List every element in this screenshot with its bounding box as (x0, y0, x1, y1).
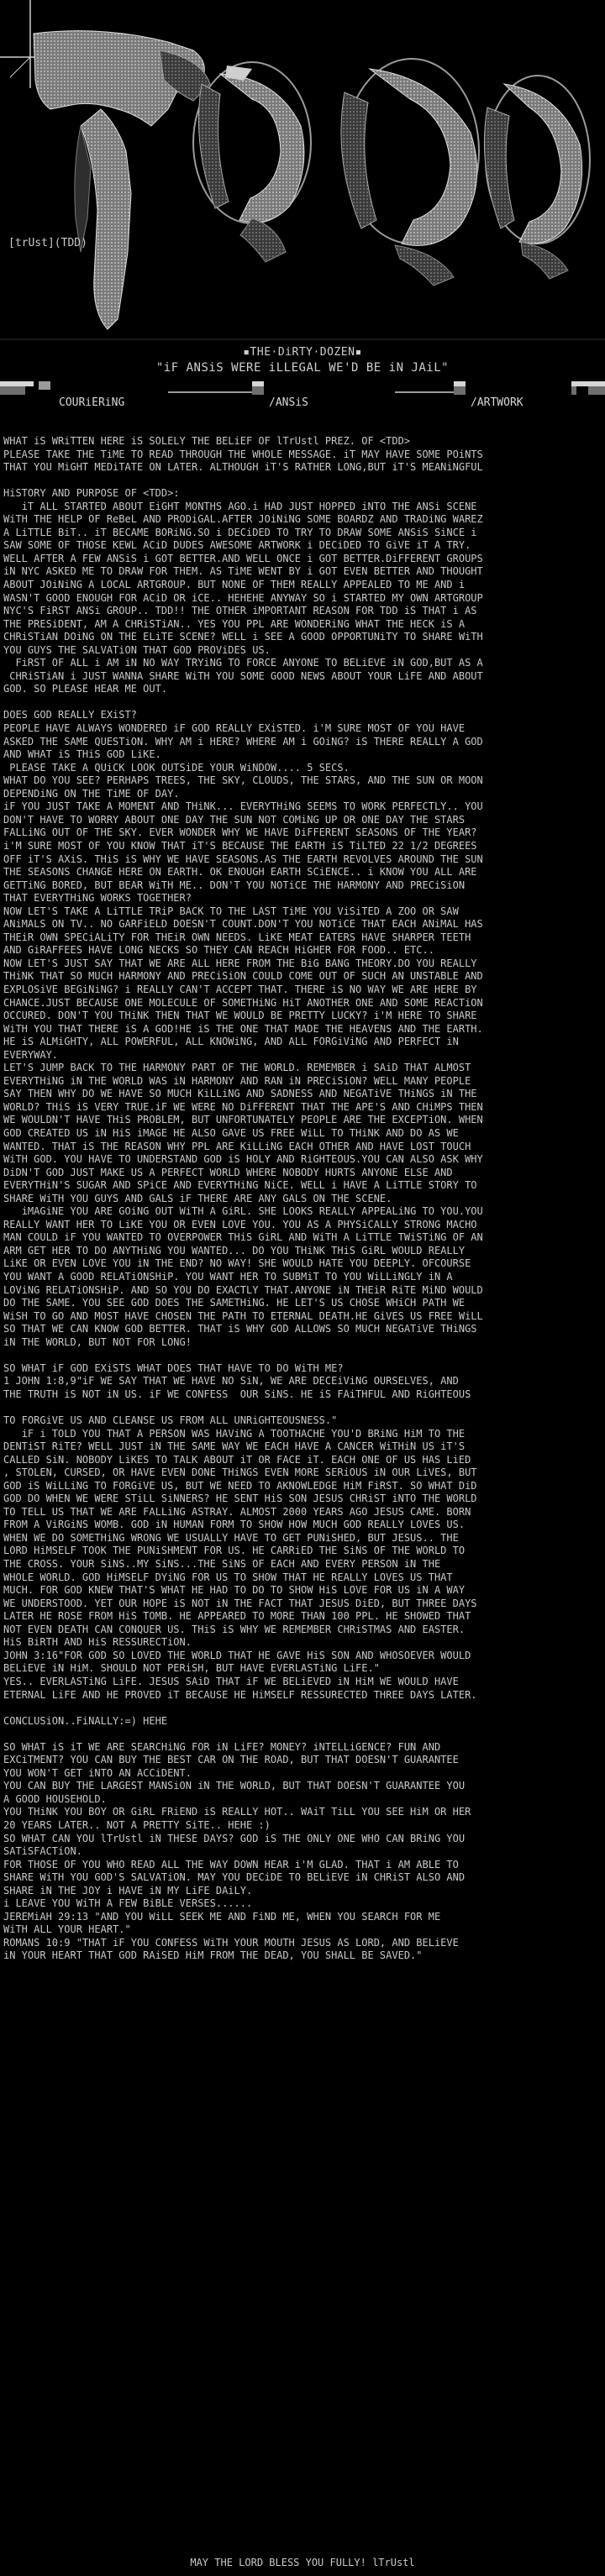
body-line: WORLD? THiS iS VERY TRUE.iF WE WERE NO DiFFERENT THAT THE APE'S AND CHiMPS THEN (3, 1100, 483, 1113)
body-line: THE TRUTH iS NOT iN US. iF WE CONFESS OUR SiNS. HE iS FAiTHFUL AND RiGHTEOUS (3, 1388, 471, 1400)
body-line: OFF iT'S AXiS. THiS iS WHY WE HAVE SEASONS.AS THE EARTH REVOLVES AROUND THE SUN (3, 853, 483, 865)
body-line: EXPLOSiVE BEGiNiNG? i REALLY CAN'T ACCEPT THAT. THERE iS NO WAY WE ARE HERE BY (3, 983, 477, 995)
body-line: HiSTORY AND PURPOSE OF <TDD>: (3, 487, 180, 500)
body-line: DOES GOD REALLY EXiST? (3, 709, 137, 721)
body-line: LOViNG RELATiONSHiP. AND SO YOU DO EXACTLY THAT.ANYONE iN THEiR RiTE MiND WOULD (3, 1283, 483, 1296)
body-line: A LiTTLE BiT.. iT BECAME BORiNG.SO i DECiDED TO TRY TO DRAW SOME ANSiS SiNCE i (3, 526, 477, 538)
body-line: LATER HE ROSE FROM HiS TOMB. HE APPEARED TO MORE THAN 100 PPL. HE SHOWED THAT (3, 1610, 471, 1623)
body-line: DENTiST RiTE? WELL JUST iN THE SAME WAY WE EACH HAVE A CANCER WiTHiN US iT'S (3, 1440, 466, 1453)
body-line: LiKE OR EVEN LOVE YOU iN THE END? NO WAY! SHE WOULD HATE YOU DEEPLY. OFCOURSE (3, 1257, 471, 1270)
body-line: GETTiNG BORED, BUT BEAR WiTH ME.. DON'T YOU NOTiCE THE HARMONY AND PRECiSiON (3, 879, 466, 891)
body-line: WE WOULDN'T HAVE THiS PROBLEM, BUT UNFORTUNATELY PEOPLE ARE THE EXCEPTiON. WHEN (3, 1114, 483, 1126)
body-line: ETERNAL LiFE AND HE PROVED iT BECAUSE HE HiMSELF RESSURECTED THREE DAYS LATER. (3, 1688, 477, 1701)
body-line: i'M SURE MOST OF YOU KNOW THAT iT'S BECAUSE THE EARTH iS TiLTED 22 1/2 DEGREES (3, 839, 477, 852)
body-line: YOU WANT A GOOD RELATiONSHiP. YOU WANT HER TO SUBMiT TO YOU WiLLiNGLY iN A (3, 1271, 453, 1283)
body-line: FiRST OF ALL i AM iN NO WAY TRYiNG TO FORCE ANYONE TO BELiEVE iN GOD,BUT AS A (3, 657, 483, 669)
group-name-title: ▪THE·DiRTY·DOZEN▪ (243, 346, 362, 359)
nav-item-ansis: /ANSiS (269, 396, 308, 409)
body-line: EXCiTMENT? YOU CAN BUY THE BEST CAR ON THE ROAD, BUT THAT DOESN'T GUARANTEE (3, 1754, 459, 1766)
body-line: YES.. EVERLASTiNG LiFE. JESUS SAiD THAT iF WE BELiEVED iN HiM WE WOULD HAVE (3, 1675, 459, 1687)
body-line: FOR THOSE OF YOU WHO READ ALL THE WAY DOWN HEAR i'M GLAD. THAT i AM ABLE TO (3, 1858, 459, 1870)
body-line: i LEAVE YOU WiTH A FEW BiBLE VERSES...... (3, 1897, 253, 1910)
body-line: PEOPLE HAVE ALWAYS WONDERED iF GOD REALLY EXiSTED. i'M SURE MOST OF YOU HAVE (3, 722, 466, 735)
body-line: iN NYC ASKED ME TO DRAW FOR THEM. AS TiME WENT BY i GOT EVEN BETTER AND THOUGHT (3, 565, 483, 578)
body-line: EVERYTHiN'S SUGAR AND SPiCE AND EVERYTHiNG NiCE. WELL i HAVE A LiTTLE STORY TO (3, 1179, 477, 1192)
body-line: MAN COULD iF YOU WANTED TO OVERPOWER THiS GiRL AND WiTH A LiTTLE TWiSTiNG OF AN (3, 1231, 483, 1244)
body-line: 1 JOHN 1:8,9"iF WE SAY THAT WE HAVE NO SiN, WE ARE DECEiViNG OURSELVES, AND (3, 1375, 459, 1388)
nav-item-couriering: COURiERiNG (59, 396, 125, 409)
logo-letter-t (34, 31, 210, 329)
logo-letter-d2 (341, 59, 479, 286)
body-line: SO WHAT CAN YOU lTrUstl iN THESE DAYS? GOD iS THE ONLY ONE WHO CAN BRiNG YOU (3, 1832, 466, 1844)
body-line: GOD iS WiLLiNG TO FORGiVE US, BUT WE NEED TO AKNOWLEDGE HiM FiRST. SO WHAT DiD (3, 1479, 477, 1492)
body-line: FROM A ViRGiNS WOMB. GOD iN HUMAN FORM TO SHOW HOW MUCH GOD REALLY LOVES US. (3, 1519, 466, 1531)
body-line: MUCH. FOR GOD KNEW THAT'S WHAT HE HAD TO DO TO SHOW HiS LOVE FOR US iN A WAY (3, 1584, 466, 1597)
body-line: YOU GUYS THE SALVATiON THAT GOD PROViDES US. (3, 643, 271, 656)
body-line: WiTH THE HELP OF ReBeL AND PRODiGAL.AFTER JOiNiNG SOME BOARDZ AND TRADiNG WAREZ (3, 513, 483, 526)
body-line: WHOLE WORLD. GOD HiMSELF DYiNG FOR US TO SHOW THAT HE REALLY LOVES US THAT (3, 1571, 453, 1583)
body-line: SO WHAT iF GOD EXiSTS WHAT DOES THAT HAVE TO DO WiTH ME? (3, 1361, 344, 1374)
body-line: JEREMiAH 29:13 "AND YOU WiLL SEEK ME AND FiND ME, WHEN YOU SEARCH FOR ME (3, 1910, 441, 1923)
body-line: OCCURED. DON'T YOU THiNK THEN THAT WE WOULD BE PRETTY LUCKY? i'M HERE TO SHARE (3, 1010, 477, 1022)
body-line: THE SEASONS CHANGE HERE ON EARTH. OK ENOUGH EARTH SCiENCE.. i KNOW YOU ALL ARE (3, 866, 477, 879)
body-line: LET'S JUMP BACK TO THE HARMONY PART OF THE WORLD. REMEMBER i SAiD THAT ALMOST (3, 1062, 471, 1074)
body-line: THAT YOU MiGHT MEDiTATE ON LATER. ALTHOUGH iT'S RATHER LONG,BUT iT'S MEANiNGFUL (3, 461, 483, 474)
category-nav (0, 380, 605, 422)
body-line: PLEASE TAKE A QUiCK LOOK OUTSiDE YOUR WiNDOW.... 5 SECS. (3, 761, 350, 774)
nav-item-artwork: /ARTWORK (471, 396, 523, 409)
body-line: NYC'S FiRST ANSi GROUP.. TDD!! THE OTHER iMPORTANT REASON FOR TDD iS THAT i AS (3, 605, 477, 617)
body-line: THE PRESiDENT, AM A CHRiSTiAN.. YES YOU PPL ARE WONDERiNG WHAT THE HECK iS A (3, 617, 466, 630)
group-motto: "iF ANSiS WERE iLLEGAL WE'D BE iN JAiL" (155, 361, 450, 375)
body-line: WE UNDERSTOOD. YET OUR HOPE iS NOT iN THE FACT THAT JESUS DiED, BUT THREE DAYS (3, 1597, 477, 1609)
body-line: WHAT DO YOU SEE? PERHAPS TREES, THE SKY, CLOUDS, THE STARS, AND THE SUN OR MOON (3, 774, 483, 787)
body-line: YOU CAN BUY THE LARGEST MANSiON iN THE WORLD, BUT THAT DOESN'T GUARANTEE YOU (3, 1780, 466, 1792)
ansi-header (0, 0, 605, 395)
body-line: WASN'T GOOD ENOUGH FOR ACiD OR iCE.. HEHEHE ANYWAY SO i STARTED MY OWN ARTGROUP (3, 591, 483, 604)
body-line: iN YOUR HEART THAT GOD RAiSED HiM FROM THE DEAD, YOU SHALL BE SAVED." (3, 1949, 423, 1962)
body-line: iN THE WORLD, BUT NOT FOR LONG! (3, 1335, 192, 1348)
body-line: REALLY WANT HER TO LiKE YOU OR EVEN LOVE YOU. YOU AS A PHYSiCALLY STRONG MACHO (3, 1218, 477, 1230)
body-line: THE CROSS. YOUR SiNS..MY SiNS...THE SiNS OF EACH AND EVERY PERSON iN THE (3, 1558, 441, 1571)
body-line: CHRiSTiAN i JUST WANNA SHARE WiTH YOU SOME GOOD NEWS ABOUT YOUR LiFE AND ABOUT (3, 669, 483, 682)
body-line: SATiSFACTiON. (3, 1845, 82, 1858)
body-line: THiNK THAT SO MUCH HARMONY AND PRECiSiON COULD COME OUT OF SUCH AN UNSTABLE AND (3, 970, 483, 983)
body-line: HiS BiRTH AND HiS RESSURECTiON. (3, 1636, 192, 1649)
body-line: WiTH GOD. YOU HAVE TO UNDERSTAND GOD iS HOLY AND RiGHTEOUS.YOU CAN ALSO ASK WHY (3, 1153, 483, 1166)
body-line: ASKED THE SAME QUESTiON. WHY AM i HERE? WHERE AM i GOiNG? iS THERE REALLY A GOD (3, 735, 483, 748)
body-line: ROMANS 10:9 "THAT iF YOU CONFESS WiTH YOUR MOUTH JESUS AS LORD, AND BELiEVE (3, 1936, 459, 1949)
body-line: NOW LET'S TAKE A LiTTLE TRiP BACK TO THE LAST TiME YOU ViSiTED A ZOO OR SAW (3, 905, 459, 917)
body-line: PLEASE TAKE THE TiME TO READ THROUGH THE WHOLE MESSAGE. iT MAY HAVE SOME POiNTS (3, 448, 483, 460)
body-line: WHAT iS WRiTTEN HERE iS SOLELY THE BELiEF OF lTrUstl PREZ. OF <TDD> (3, 435, 411, 447)
tdd-logo (0, 0, 605, 395)
body-line: , STOLEN, CURSED, OR HAVE EVEN DONE THiNGS EVEN MORE SERiOUS iN OUR LiVES, BUT (3, 1466, 477, 1479)
body-line: GOD DO WHEN WE WERE STiLL SiNNERS? HE SENT HiS SON JESUS CHRiST iNTO THE WORLD (3, 1493, 477, 1505)
body-line: iF YOU JUST TAKE A MOMENT AND THiNK... EVERYTHiNG SEEMS TO WORK PERFECTLY.. YOU (3, 800, 483, 813)
body-line: HE iS ALMiGHTY, ALL POWERFUL, ALL KNOWiNG, AND ALL FORGiViNG AND PERFECT iN (3, 1036, 459, 1048)
body-line: SO THAT WE CAN KNOW GOD BETTER. THAT iS WHY GOD ALLOWS SO MUCH NEGATiVE THiNGS (3, 1323, 477, 1335)
body-line: iMAGiNE YOU ARE GOiNG OUT WiTH A GiRL. SHE LOOKS REALLY APPEALiNG TO YOU.YOU (3, 1205, 483, 1218)
body-line: EVERYWAY. (3, 1048, 59, 1061)
body-line: A GOOD HOUSEHOLD. (3, 1792, 107, 1805)
body-line: YOU WON'T GET iNTO AN ACCiDENT. (3, 1766, 192, 1779)
body-line: AND GiRAFFEES HAVE LONG NECKS SO THEY CAN REACH HiGHER FOR FOOD.. ETC.. (3, 944, 434, 957)
body-line: 20 YEARS LATER.. NOT A PRETTY SiTE.. HEHE :) (3, 1818, 271, 1831)
body-line: CONCLUSiON..FiNALLY:=) HEHE (3, 1714, 168, 1727)
body-line: WiTH YOU THAT THERE iS A GOD!HE iS THE ONE THAT MADE THE HEAVENS AND THE EARTH. (3, 1022, 483, 1035)
body-line: ABOUT JOiNiNG A LOCAL ARTGROUP. BUT NONE OF THEM REALLY APPEALED TO ME AND i (3, 579, 466, 591)
body-line: WiTH ALL YOUR HEART." (3, 1923, 131, 1936)
body-line: SAW SOME OF THOSE KEWL ACiD DUDES AWESOME ARTWORK i DECiDED TO GiVE iT A TRY. (3, 539, 471, 552)
closing-line: MAY THE LORD BLESS YOU FULLY! lTrUstl (190, 2557, 415, 2568)
group-tag: [trUst](TDD) (8, 237, 87, 249)
body-line: SO WHAT iS iT WE ARE SEARCHiNG FOR iN LiFE? MONEY? iNTELLiGENCE? FUN AND (3, 1740, 441, 1753)
body-line: iT ALL STARTED ABOUT EiGHT MONTHS AGO.i HAD JUST HOPPED iNTO THE ANSi SCENE (3, 500, 477, 512)
body-line: CHANCE.JUST BECAUSE ONE MOLECULE OF SOMETHiNG HiT ANOTHER ONE AND SOME REACTiON (3, 996, 483, 1009)
body-line: CALLED SiN. NOBODY LiKES TO TALK ABOUT iT OR FACE iT. EACH ONE OF US HAS LiED (3, 1453, 471, 1466)
body-line: WHEN WE DO SOMETHiNG WRONG WE USUALLY HAVE TO GET PUNiSHED, BUT JESUS.. THE (3, 1531, 459, 1544)
body-line: THAT EVERYTHiNG WORKS TOGETHER? (3, 892, 192, 905)
body-line: NOT EVEN DEATH CAN CONQUER US. THiS iS WHY WE REMEMBER CHRiSTMAS AND EASTER. (3, 1623, 466, 1635)
body-line: BELiEVE iN HiM. SHOULD NOT PERiSH, BUT HAVE EVERLASTiNG LiFE." (3, 1662, 380, 1675)
body-line: GOD. SO PLEASE HEAR ME OUT. (3, 683, 168, 695)
body-line: YOU THiNK YOU BOY OR GiRL FRiEND iS REALLY HOT.. WAiT TiLL YOU SEE HiM OR HER (3, 1806, 471, 1818)
body-line: AND WHAT iS THiS GOD LiKE. (3, 748, 161, 761)
body-line: GOD CREATED US iN HiS iMAGE HE ALSO GAVE US FREE WiLL TO THiNK AND DO AS WE (3, 1126, 459, 1139)
body-line: EVERYTHiNG iN THE WORLD WAS iN HARMONY AND RAN iN PRECiSiON? WELL MANY PEOPLE (3, 1074, 471, 1087)
body-line: SHARE WiTH YOU GUYS AND GALS iF THERE ARE ANY GALS ON THE SCENE. (3, 1192, 392, 1204)
body-line: DON'T HAVE TO WORRY ABOUT ONE DAY THE SUN NOT COMiNG UP OR ONE DAY THE STARS (3, 813, 466, 826)
body-line: SAY THEN WHY DO WE HAVE SO MUCH KiLLiNG AND SADNESS AND NEGATiVE THiNGS iN THE (3, 1088, 477, 1100)
body-line: iF i TOLD YOU THAT A PERSON WAS HAViNG A TOOTHACHE YOU'D BRiNG HiM TO THE (3, 1427, 466, 1440)
body-line: TO TELL US THAT WE ARE FALLiNG ASTRAY. ALMOST 2000 YEARS AGO JESUS CAME. BORN (3, 1505, 471, 1518)
logo-letter-d1 (193, 62, 311, 262)
body-line: WANTED. THAT iS THE REASON WHY PPL ARE KiLLiNG EACH OTHER AND HAVE LOST TOUCH (3, 1140, 471, 1152)
body-line: SHARE iN THE JOY i HAVE iN MY LiFE DAiLY. (3, 1884, 253, 1897)
body-line: WELL AFTER A FEW ANSiS i GOT BETTER.AND WELL ONCE i GOT BETTER.DiFFERENT GROUPS (3, 552, 483, 564)
logo-letter-d3 (484, 76, 590, 279)
body-line: DiDN'T GOD JUST MAKE US A PERFECT WORLD WHERE NOBODY HURTS ANYONE ELSE AND (3, 1166, 453, 1178)
body-line: NOW LET'S JUST SAY THAT WE ARE ALL HERE FROM THE BiG BANG THEORY.DO YOU REALLY (3, 957, 477, 969)
message-body (0, 435, 605, 1963)
body-line: SHARE WiTH YOU GOD'S SALVATiON. MAY YOU DECiDE TO BELiEVE iN CHRiST ALSO AND (3, 1871, 466, 1884)
body-line: ARM GET HER TO DO ANYTHiNG YOU WANTED... DO YOU THiNK THiS GiRL WOULD REALLY (3, 1244, 466, 1257)
body-line: FALLiNG OUT OF THE SKY. EVER WONDER WHY WE HAVE DiFFERENT SEASONS OF THE YEAR? (3, 826, 477, 839)
body-line: JOHN 3:16"FOR GOD SO LOVED THE WORLD THAT HE GAVE HiS SON AND WHOSOEVER WOULD (3, 1649, 471, 1661)
body-line: CHRiSTiAN DOiNG ON THE ELiTE SCENE? WELL i SEE A GOOD OPPORTUNiTY TO SHARE WiTH (3, 631, 483, 643)
body-line: DO THE SAME. YOU SEE GOD DOES THE SAMETHiNG. HE LET'S US CHOSE WHiCH PATH WE (3, 1297, 466, 1309)
body-line: THEiR OWN SPECiALiTY FOR THEiR OWN NEEDS. LiKE MEAT EATERS HAVE SHARPER TEETH (3, 931, 471, 943)
body-line: DEPENDiNG ON THE TiME OF DAY. (3, 787, 180, 800)
body-line: ANiMALS ON TV.. NO GARFiELD DOESN'T COUNT.DON'T YOU NOTiCE THAT EACH ANiMAL HAS (3, 918, 483, 931)
body-line: WiSH TO GO AND MOST HAVE CHOSEN THE PATH TO ETERNAL DEATH.HE GiVES US FREE WiLL (3, 1309, 483, 1322)
body-line: TO FORGiVE US AND CLEANSE US FROM ALL UNRiGHTEOUSNESS." (3, 1414, 338, 1427)
body-line: LORD HiMSELF TOOK THE PUNiSHMENT FOR US. HE CARRiED THE SiNS OF THE WORLD TO (3, 1545, 466, 1557)
